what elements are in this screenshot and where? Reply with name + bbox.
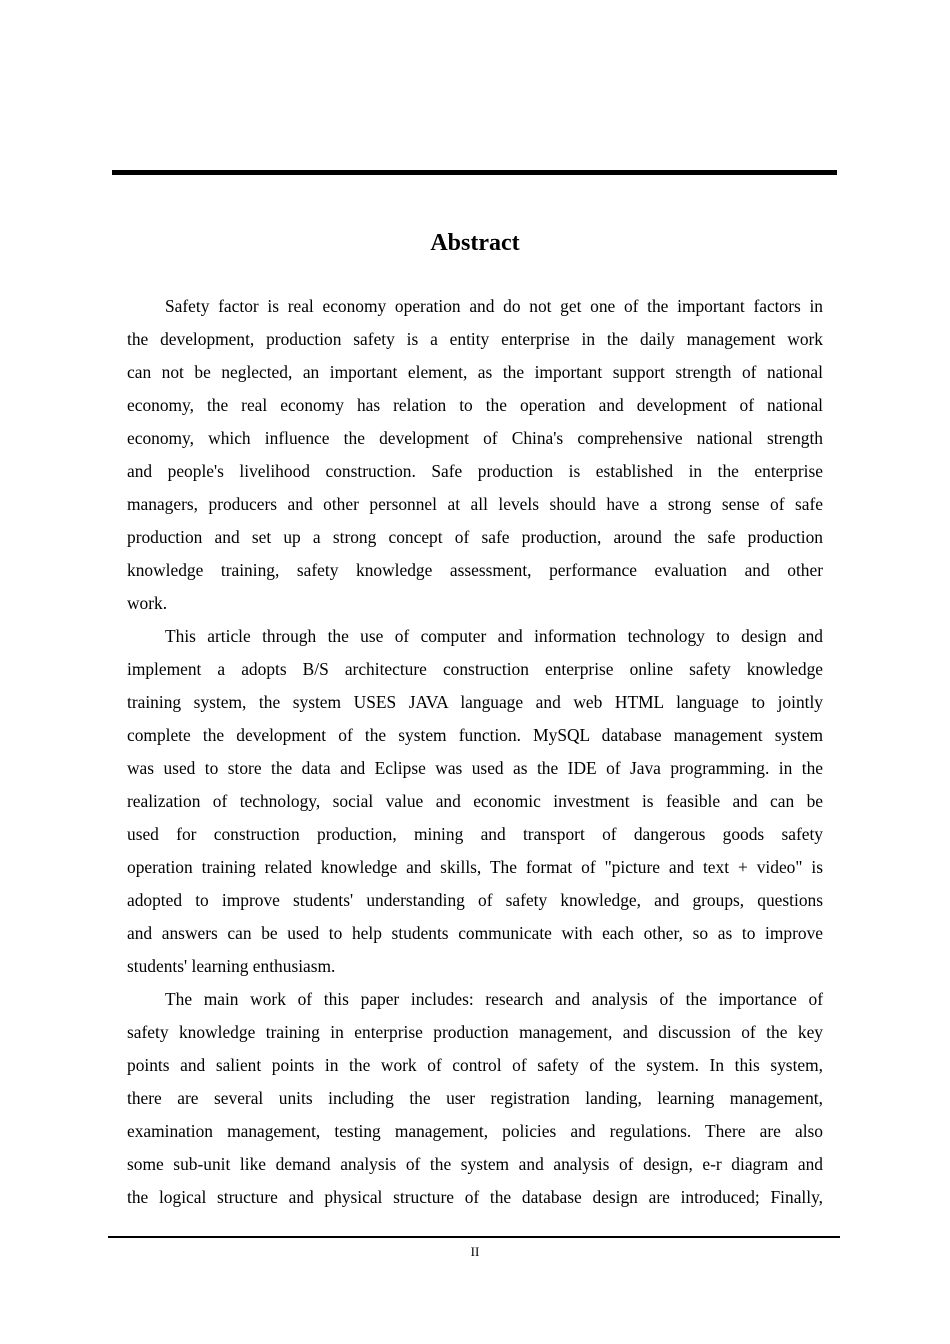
paragraph-line: knowledge training, safety knowledge assessment, performance evaluation and other	[127, 560, 823, 580]
abstract-paragraph	[127, 290, 823, 620]
paragraph-line: work.	[127, 593, 168, 613]
paragraph-line: the logical structure and physical structure of the database design are introduced; Finally,	[127, 1187, 823, 1207]
paragraph-line: economy, which influence the development of China's comprehensive national strength	[127, 428, 823, 448]
paragraph-line: operation training related knowledge and skills, The format of "picture and text + video" is	[127, 857, 823, 877]
paragraph-line: and answers can be used to help students communicate with each other, so as to improve	[127, 923, 823, 943]
paragraph-line: complete the development of the system function. MySQL database management system	[127, 725, 823, 745]
paragraph-line: implement a adopts B/S architecture construction enterprise online safety knowledge	[127, 659, 823, 679]
paragraph-line: students' learning enthusiasm.	[127, 956, 336, 976]
paragraph-line: can not be neglected, an important element, as the important support strength of national	[127, 362, 823, 382]
paragraph-line: some sub-unit like demand analysis of the system and analysis of design, e-r diagram and	[127, 1154, 823, 1174]
paragraph-line: the development, production safety is a entity enterprise in the daily management work	[127, 329, 823, 349]
paragraph-line: This article through the use of computer and information technology to design and	[165, 626, 823, 646]
paragraph-line: production and set up a strong concept of safe production, around the safe production	[127, 527, 823, 547]
abstract-body	[127, 290, 823, 1214]
paragraph-line: training system, the system USES JAVA language and web HTML language to jointly	[127, 692, 823, 712]
paragraph-line: economy, the real economy has relation to the operation and development of national	[127, 395, 823, 415]
paragraph-line: realization of technology, social value and economic investment is feasible and can be	[127, 791, 823, 811]
paragraph-line: managers, producers and other personnel at all levels should have a strong sense of safe	[127, 494, 823, 514]
abstract-paragraph	[127, 620, 823, 983]
paragraph-line: and people's livelihood construction. Safe production is established in the enterprise	[127, 461, 823, 481]
paragraph-line: examination management, testing management, policies and regulations. There are also	[127, 1121, 823, 1141]
paragraph-line: there are several units including the user registration landing, learning management,	[127, 1088, 823, 1108]
paragraph-line: was used to store the data and Eclipse was used as the IDE of Java programming. in the	[127, 758, 823, 778]
paragraph-line: used for construction production, mining and transport of dangerous goods safety	[127, 824, 823, 844]
paragraph-line: The main work of this paper includes: research and analysis of the importance of	[165, 989, 823, 1009]
paragraph-line: Safety factor is real economy operation and do not get one of the important factors in	[165, 296, 823, 316]
footer-rule	[108, 1236, 840, 1238]
abstract-paragraph	[127, 983, 823, 1214]
page-title: Abstract	[430, 230, 520, 256]
page-number: II	[470, 1244, 480, 1259]
header-rule	[112, 170, 837, 175]
paragraph-line: safety knowledge training in enterprise production management, and discussion of the key	[127, 1022, 823, 1042]
paragraph-line: points and salient points in the work of control of safety of the system. In this system,	[127, 1055, 823, 1075]
paragraph-line: adopted to improve students' understanding of safety knowledge, and groups, questions	[127, 890, 823, 910]
